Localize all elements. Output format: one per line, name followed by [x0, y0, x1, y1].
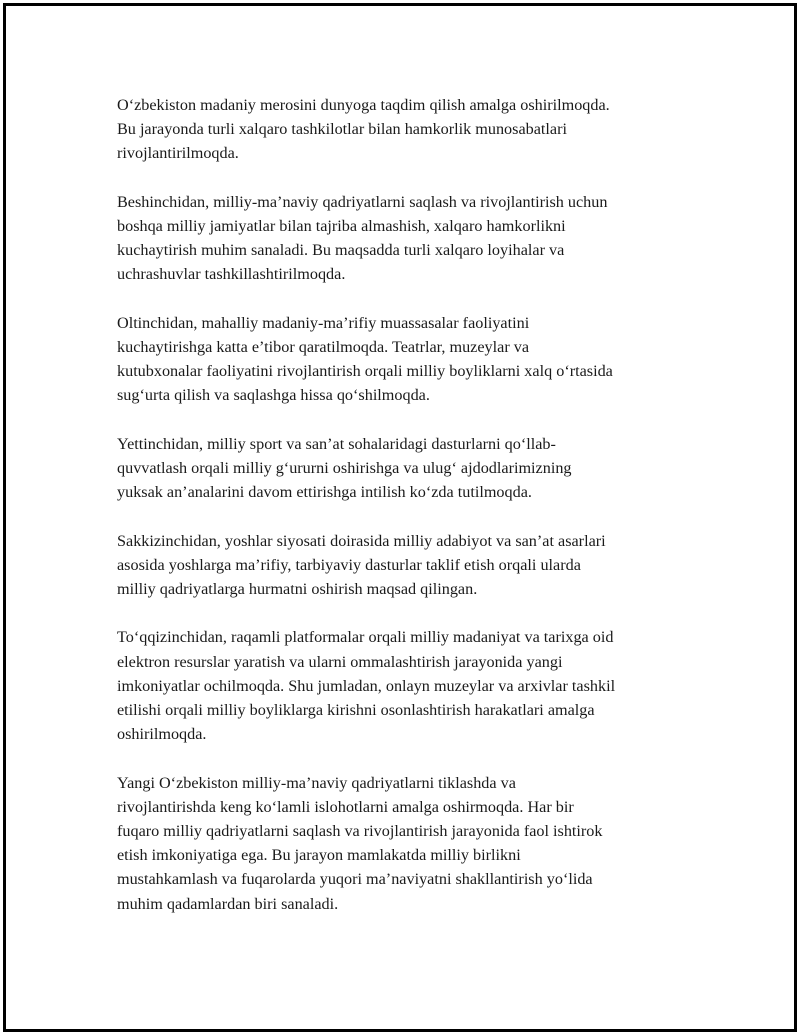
paragraph [117, 625, 697, 746]
text-line: mustahkamlash va fuqarolarda yuqori ma’naviyatni shakllantirish yo‘lida [117, 870, 593, 889]
paragraph [117, 190, 697, 287]
text-line: To‘qqizinchidan, raqamli platformalar orqali milliy madaniyat va tarixga oid [117, 628, 614, 647]
text-line: yuksak an’analarini davom ettirishga intilish ko‘zda tutilmoqda. [117, 483, 532, 502]
paragraph [117, 311, 697, 408]
text-line: Yettinchidan, milliy sport va san’at sohalaridagi dasturlarni qo‘llab- [117, 434, 556, 453]
text-line: etilishi orqali milliy boyliklarga kirishni osonlashtirish harakatlari amalga [117, 701, 595, 719]
paragraph [117, 771, 697, 916]
text-line: rivojlantirishda keng ko‘lamli islohotlarni amalga oshirmoqda. Har bir [117, 797, 574, 816]
text-line: etish imkoniyatiga ega. Bu jarayon mamlakatda milliy birlikni [117, 846, 521, 865]
text-line: Beshinchidan, milliy-ma’naviy qadriyatlarni saqlash va rivojlantirish uchun [117, 192, 608, 211]
text-line: elektron resurslar yaratish va ularni ommalashtirish jarayonida yangi [117, 652, 563, 671]
text-line: milliy qadriyatlarga hurmatni oshirish maqsad qilingan. [117, 580, 478, 598]
text-line: kuchaytirish muhim sanaladi. Bu maqsadda turli xalqaro loyihalar va [117, 241, 565, 260]
document-body [117, 93, 697, 940]
text-line: boshqa milliy jamiyatlar bilan tajriba almashish, xalqaro hamkorlikni [117, 217, 566, 235]
text-line: imkoniyatlar ochilmoqda. Shu jumladan, onlayn muzeylar va arxivlar tashkil [117, 676, 616, 695]
text-line: oshirilmoqda. [117, 725, 207, 744]
text-line: O‘zbekiston madaniy merosini dunyoga taqdim qilish amalga oshirilmoqda. [117, 96, 610, 114]
text-line: asosida yoshlarga ma’rifiy, tarbiyaviy dasturlar taklif etish orqali ularda [117, 555, 581, 574]
text-line: Sakkizinchidan, yoshlar siyosati doirasida milliy adabiyot va san’at asarlari [117, 531, 606, 550]
text-line: fuqaro milliy qadriyatlarni saqlash va rivojlantirish jarayonida faol ishtirok [117, 822, 603, 840]
text-line: kuchaytirishga katta e’tibor qaratilmoqda. Teatrlar, muzeylar va [117, 338, 530, 356]
text-line: Oltinchidan, mahalliy madaniy-ma’rifiy muassasalar faoliyatini [117, 313, 530, 332]
paragraph [117, 432, 697, 505]
text-line: kutubxonalar faoliyatini rivojlantirish orqali milliy boyliklarni xalq o‘rtasida [117, 362, 613, 381]
paragraph [117, 93, 697, 166]
text-line: Bu jarayonda turli xalqaro tashkilotlar bilan hamkorlik munosabatlari [117, 120, 567, 139]
text-line: uchrashuvlar tashkillashtirilmoqda. [117, 265, 346, 284]
text-line: quvvatlash orqali milliy g‘ururni oshirishga va ulug‘ ajdodlarimizning [117, 459, 572, 477]
text-line: Yangi O‘zbekiston milliy-ma’naviy qadriyatlarni tiklashda va [117, 773, 516, 792]
text-line: muhim qadamlardan biri sanaladi. [117, 894, 339, 913]
paragraph [117, 529, 697, 602]
text-line: rivojlantirilmoqda. [117, 144, 239, 163]
text-line: sug‘urta qilish va saqlashga hissa qo‘shilmoqda. [117, 386, 430, 405]
